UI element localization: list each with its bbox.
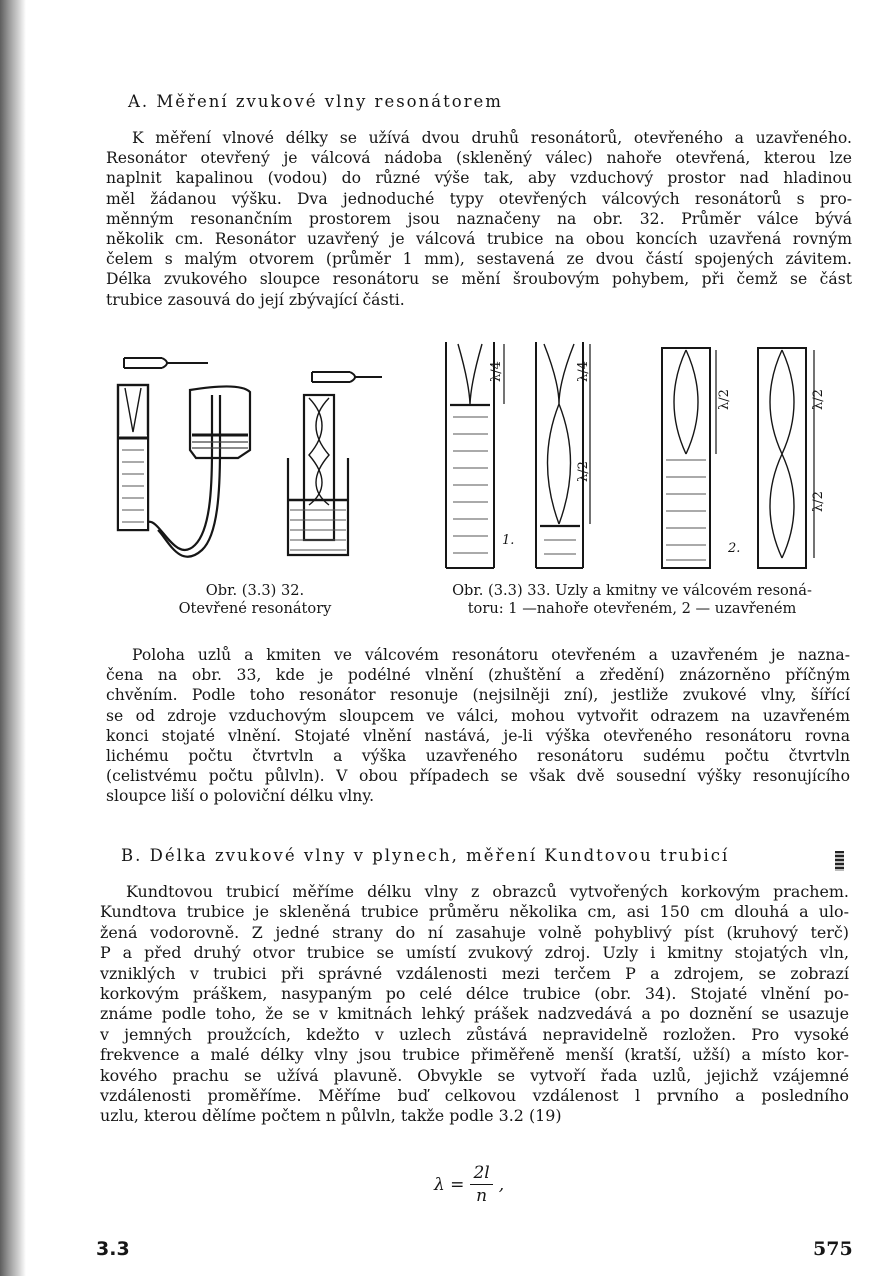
text-line: frekvence a malé délky vlny jsou trubice přiměřeně menší (kratší, užší) a místo kor- bbox=[100, 1045, 849, 1065]
text-line: čelem s malým otvorem (průměr 1 mm), sestavená ze dvou částí spojených závitem. bbox=[106, 250, 852, 269]
formula-tail: , bbox=[498, 1174, 505, 1195]
text-line: Kundtova trubice je skleněná trubice průměru několika cm, asi 150 cm dlouhá a ulo- bbox=[100, 902, 849, 922]
figure-number-1: 1. bbox=[502, 533, 515, 548]
label-quarter-wave: λ/4 bbox=[576, 361, 591, 382]
label-half-wave: λ/2 bbox=[811, 389, 826, 410]
tube-closed-half bbox=[662, 348, 710, 568]
figure-32-open-resonators bbox=[100, 350, 400, 565]
text-line: vzniklých v trubici při správné vzdálenosti mezi terčem P a zdrojem, se zobrazí bbox=[100, 963, 849, 983]
text-line: P a před druhý otvor trubice se umístí zvukový zdroj. Uzly i kmitny stojatých vln, bbox=[100, 943, 849, 963]
section-b-paragraph bbox=[100, 882, 849, 1127]
text-line: Poloha uzlů a kmiten ve válcovém resonátoru otevřeném a uzavřeném je nazna- bbox=[132, 646, 850, 664]
wavelength-formula bbox=[434, 1163, 504, 1206]
figure-33-standing-waves bbox=[438, 342, 828, 574]
tuning-fork-icon bbox=[312, 372, 382, 382]
text-line: známe podle toho, že se v kmitnách lehký prášek nadzvedává a po doznění se usazuje bbox=[100, 1004, 849, 1024]
text-line: chvěním. Podle toho resonátor resonuje (nejsilněji zní), jestliže zvukové vlny, šířící bbox=[106, 686, 850, 705]
figure-33-caption bbox=[406, 582, 858, 618]
open-tube-right bbox=[304, 395, 334, 540]
caption-line: Obr. (3.3) 32. bbox=[205, 582, 305, 599]
text-line: několik cm. Resonátor uzavřený je válcová trubice na obou koncích uzavřená rovným bbox=[106, 230, 852, 249]
text-line: kového prachu se užívá plavuně. Obvykle se vytvoří řada uzlů, jejichž vzájemné bbox=[100, 1065, 849, 1085]
text-line: konci stojaté vlnění. Stojaté vlnění nastává, je-li výška otevřeného resonátoru rovna bbox=[106, 726, 850, 745]
page-number: 575 bbox=[813, 1238, 853, 1260]
figure-number-2: 2. bbox=[728, 541, 741, 556]
section-a-paragraph-1 bbox=[106, 128, 852, 310]
tube-closed-full bbox=[758, 348, 806, 568]
section-number: 3.3 bbox=[96, 1238, 130, 1260]
scan-edge-shadow bbox=[0, 0, 26, 1276]
text-line: uzlu, kterou dělíme počtem n půlvln, takže podle 3.2 (19) bbox=[100, 1106, 562, 1126]
text-line: sloupce liší o poloviční délku vlny. bbox=[106, 787, 375, 806]
text-line: se od zdroje vzduchovým sloupcem ve válci, mohou vytvořit odrazem na uzavřeném bbox=[106, 706, 850, 725]
section-a-paragraph-2 bbox=[106, 645, 850, 807]
figure-32-caption bbox=[150, 582, 360, 618]
text-line: čena na obr. 33, kde je podélné vlnění (zhuštění a zředění) znázorněno příčným bbox=[106, 666, 850, 685]
caption-line: Otevřené resonátory bbox=[178, 600, 332, 617]
text-line: měnným resonančním prostorem jsou naznačeny na obr. 32. Průměr válce bývá bbox=[106, 209, 852, 228]
caption-line: Obr. (3.3) 33. Uzly a kmitny ve válcovém resoná- bbox=[452, 582, 812, 599]
formula-denominator: n bbox=[476, 1186, 488, 1206]
text-line: měl žádanou výšku. Dva jednoduché typy otevřených válcových resonátorů s pro- bbox=[106, 189, 852, 208]
section-b-heading: B. Délka zvukové vlny v plynech, měření Kundtovou trubicí bbox=[121, 846, 730, 865]
text-line: lichému počtu čtvrtvln a výška uzavřeného resonátoru sudému počtu čtvrtvln bbox=[106, 747, 850, 766]
formula-lhs: λ = bbox=[434, 1174, 465, 1195]
text-line: naplnit kapalinou (vodou) do různé výše tak, aby vzduchový prostor nad hladinou bbox=[106, 169, 852, 188]
tube-open-quarter bbox=[446, 342, 494, 568]
text-line: žená vodorovně. Z jedné strany do ní zasahuje volně pohyblivý píst (kruhový terč) bbox=[100, 922, 849, 942]
margin-marker bbox=[835, 851, 844, 871]
formula-numerator: 2l bbox=[470, 1163, 492, 1185]
text-line: Resonátor otevřený je válcová nádoba (skleněný válec) nahoře otevřená, kterou lze bbox=[106, 149, 852, 168]
text-line: Kundtovou trubicí měříme délku vlny z obrazců vytvořených korkovým prachem. bbox=[126, 882, 849, 901]
label-half-wave: λ/2 bbox=[717, 389, 732, 410]
formula-fraction bbox=[470, 1163, 492, 1206]
tuning-fork-icon bbox=[124, 358, 208, 368]
text-line: vzdálenosti proměříme. Měříme buď celkovou vzdálenost l prvního a posledního bbox=[100, 1086, 849, 1106]
text-line: trubice zasouvá do její zbývající části. bbox=[106, 290, 405, 309]
text-line: korkovým práškem, nasypaným po celé délce trubice (obr. 34). Stojaté vlnění po- bbox=[100, 984, 849, 1004]
text-line: (celistvému počtu půlvln). V obou případech se však dvě sousední výšky resonujícího bbox=[106, 767, 850, 786]
label-half-wave: λ/2 bbox=[811, 491, 826, 512]
text-line: v jemných proužcích, kdežto v uzlech zůstává nepravidelně rozložen. Pro vysoké bbox=[100, 1024, 849, 1044]
text-line: K měření vlnové délky se užívá dvou druhů resonátorů, otevřeného a uzavřeného. bbox=[132, 129, 852, 147]
label-quarter-wave: λ/4 bbox=[489, 361, 504, 382]
label-half-wave: λ/2 bbox=[576, 461, 591, 482]
section-a-heading: A. Měření zvukové vlny resonátorem bbox=[128, 92, 503, 111]
text-line: Délka zvukového sloupce resonátoru se mění šroubovým pohybem, při čemž se část bbox=[106, 270, 852, 289]
caption-line: toru: 1 —nahoře otevřeném, 2 — uzavřeném bbox=[467, 600, 797, 617]
